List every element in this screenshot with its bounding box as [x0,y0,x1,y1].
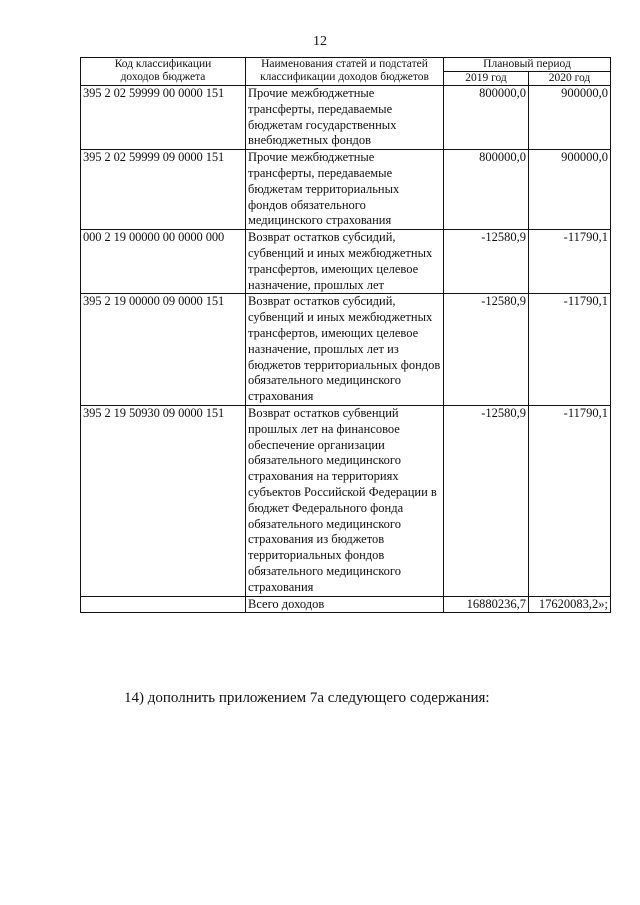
row-value-2020: -11790,1 [529,294,611,406]
period-header: Плановый период [444,58,611,72]
row-value-2020: 900000,0 [529,150,611,230]
code-column-header: Код классификации доходов бюджета [81,58,246,86]
income-table [80,57,611,613]
row-code: 395 2 19 00000 09 0000 151 [81,294,246,406]
name-column-header: Наименования статей и подстатей классификации доходов бюджетов [246,58,444,86]
row-value-2019: -12580,9 [444,294,529,406]
total-row [81,596,611,613]
row-value-2020: -11790,1 [529,405,611,596]
row-value-2019: -12580,9 [444,405,529,596]
table-row [81,86,611,150]
row-value-2020: 900000,0 [529,86,611,150]
row-value-2019: -12580,9 [444,230,529,294]
year-2020-header: 2020 год [529,72,611,86]
row-name: Возврат остатков субсидий, субвенций и иных межбюджетных трансфертов, имеющих целевое назначение, прошлых лет [246,230,444,294]
row-name: Возврат остатков субсидий, субвенций и иных межбюджетных трансфертов, имеющих целевое назначение, прошлых лет из бюджетов территориальных фондов обязательного медицинского страхования [246,294,444,406]
row-name: Возврат остатков субвенций прошлых лет на финансовое обеспечение организации обязательного медицинского страхования на территориях субъектов Российской Федерации в бюджет Федерального фонда обязательного медицинского страхования из бюджетов территориальных фондов обязательного медицинского страхования [246,405,444,596]
table-header-row [81,58,611,72]
total-label: Всего доходов [246,596,444,613]
row-code: 395 2 02 59999 09 0000 151 [81,150,246,230]
row-name: Прочие межбюджетные трансферты, передаваемые бюджетам государственных внебюджетных фондов [246,86,444,150]
table-row [81,405,611,596]
row-code: 395 2 02 59999 00 0000 151 [81,86,246,150]
year-2019-header: 2019 год [444,72,529,86]
row-value-2019: 800000,0 [444,86,529,150]
row-code: 395 2 19 50930 09 0000 151 [81,405,246,596]
row-value-2019: 800000,0 [444,150,529,230]
closing-paragraph: 14) дополнить приложением 7а следующего содержания: [124,690,490,706]
row-code: 000 2 19 00000 00 0000 000 [81,230,246,294]
total-value-2020: 17620083,2»; [529,596,611,613]
page-number: 12 [313,34,327,49]
row-value-2020: -11790,1 [529,230,611,294]
row-name: Прочие межбюджетные трансферты, передаваемые бюджетам территориальных фондов обязательного медицинского страхования [246,150,444,230]
table-row [81,150,611,230]
total-code [81,596,246,613]
table-row [81,230,611,294]
total-value-2019: 16880236,7 [444,596,529,613]
table-row [81,294,611,406]
